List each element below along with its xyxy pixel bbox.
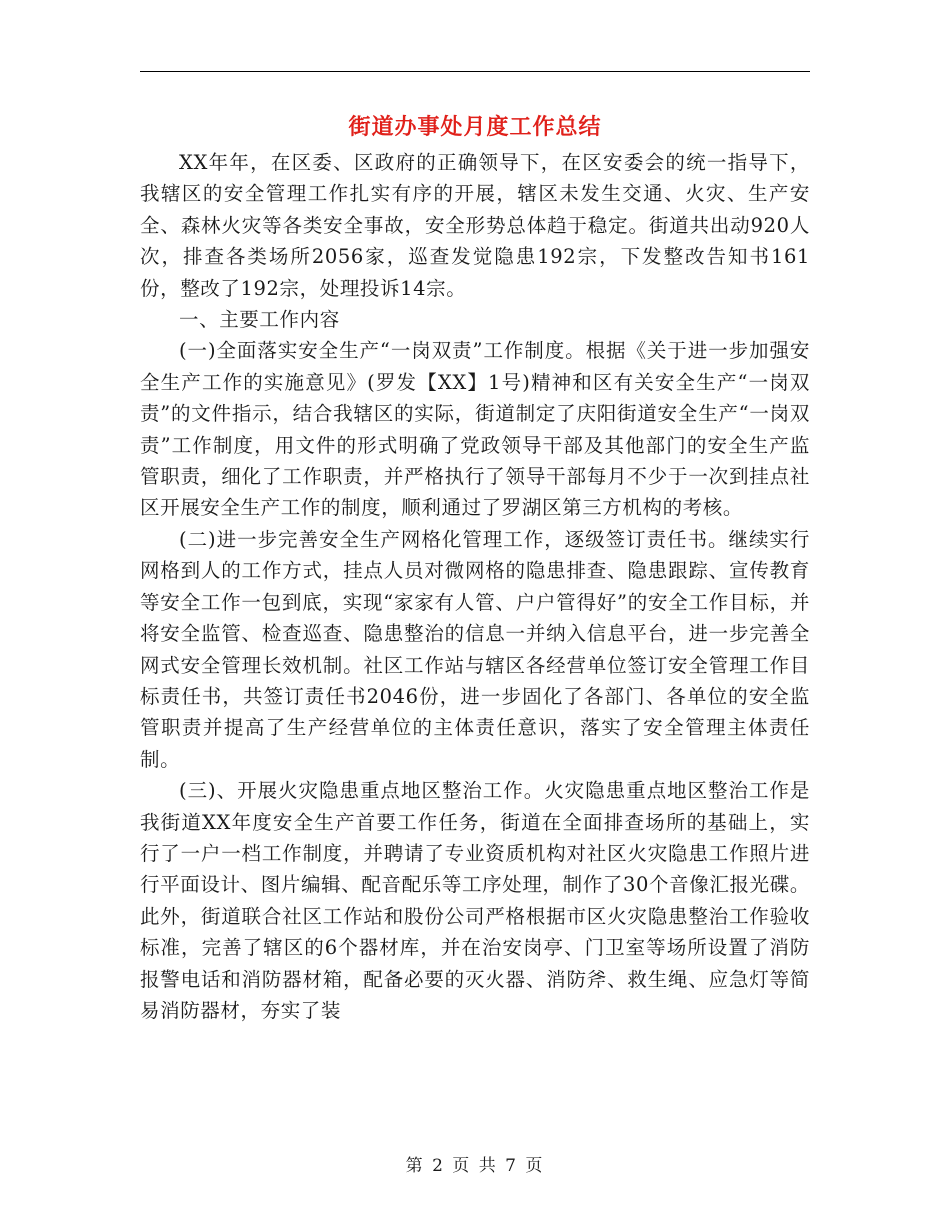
page-number-footer: 第 2 页 共 7 页 [405,1156,545,1176]
header-rule [140,71,810,72]
document-title: 街道办事处月度工作总结 [348,114,602,140]
paragraph-item-1: (一)全面落实安全生产“一岗双责”工作制度。根据《关于进一步加强安全生产工作的实施意见》(罗发【XX】1号)精神和区有关安全生产“一岗双责”的文件指示，结合我辖区的实际，街道制定了庆阳街道安全生产“一岗双责”工作制度，用文件的形式明确了党政领导干部及其他部门的安全生产监管职责，细化了工作职责，并严格执行了领导干部每月不少于一次到挂点社区开展安全生产工作的制度，顺利通过了罗湖区第三方机构的考核。 [140,339,810,520]
document-body [140,147,810,1026]
paragraph-item-3: (三)、开展火灾隐患重点地区整治工作。火灾隐患重点地区整治工作是我街道XX年度安全生产首要工作任务，街道在全面排查场所的基础上，实行了一户一档工作制度，并聘请了专业资质机构对社区火灾隐患工作照片进行平面设计、图片编辑、配音配乐等工序处理，制作了30个音像汇报光碟。此外，街道联合社区工作站和股份公司严格根据市区火灾隐患整治工作验收标准，完善了辖区的6个器材库，并在治安岗亭、门卫室等场所设置了消防报警电话和消防器材箱，配备必要的灭火器、消防斧、救生绳、应急灯等简易消防器材，夯实了装 [140,779,810,1022]
paragraph-intro: XX年年，在区委、区政府的正确领导下，在区安委会的统一指导下，我辖区的安全管理工作扎实有序的开展，辖区未发生交通、火灾、生产安全、森林火灾等各类安全事故，安全形势总体趋于稳定。街道共出动920人次，排查各类场所2056家，巡查发觉隐患192宗，下发整改告知书161份，整改了192宗，处理投诉14宗。 [140,151,810,300]
section-heading-main-work: 一、主要工作内容 [179,308,340,332]
paragraph-item-2: (二)进一步完善安全生产网格化管理工作，逐级签订责任书。继续实行网格到人的工作方式，挂点人员对微网格的隐患排查、隐患跟踪、宣传教育等安全工作一包到底，实现“家家有人管、户户管得好”的安全工作目标，并将安全监管、检查巡查、隐患整治的信息一并纳入信息平台，进一步完善全网式安全管理长效机制。社区工作站与辖区各经营单位签订安全管理工作目标责任书，共签订责任书2046份，进一步固化了各部门、各单位的安全监管职责并提高了生产经营单位的主体责任意识，落实了安全管理主体责任制。 [140,527,810,771]
